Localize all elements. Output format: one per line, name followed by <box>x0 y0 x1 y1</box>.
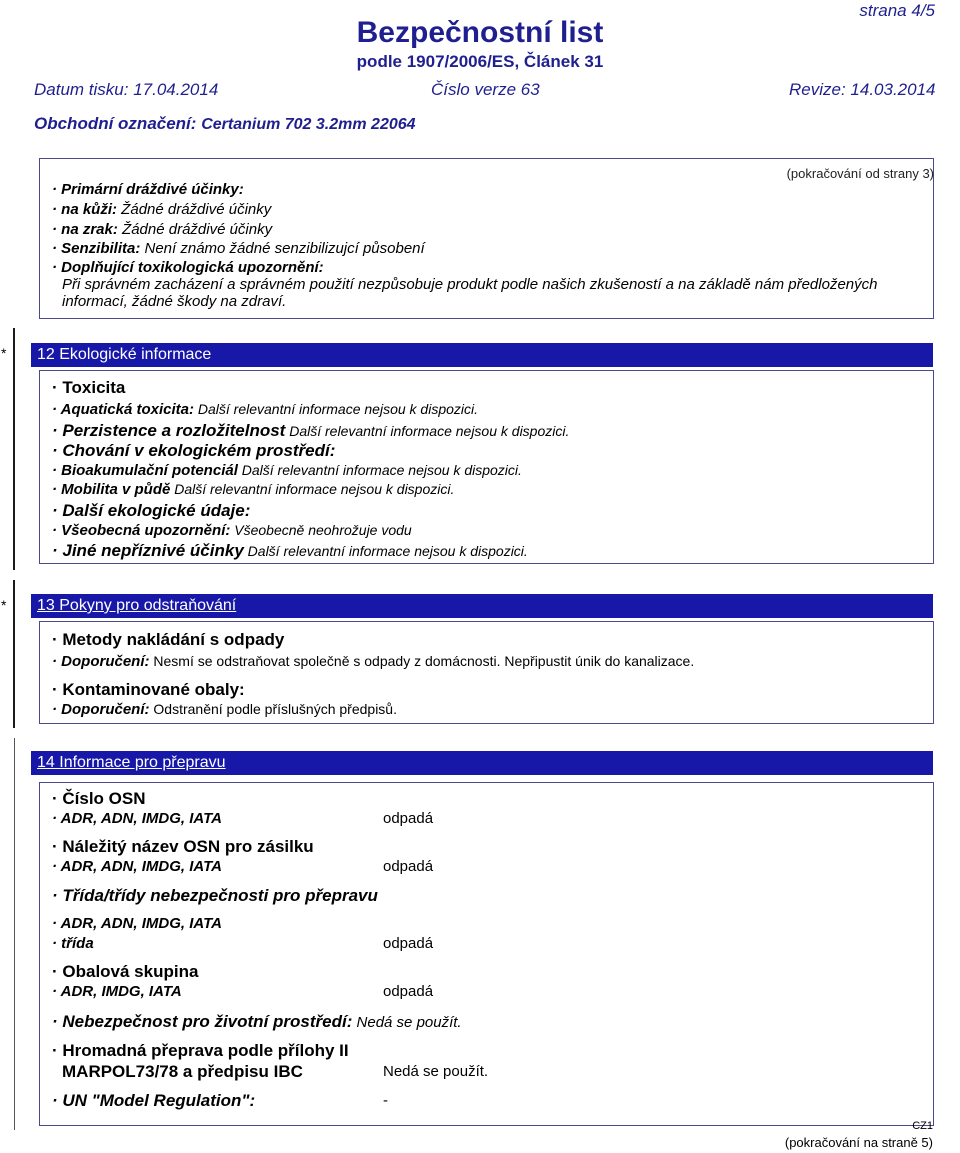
un-number-adr: · ADR, ADN, IMDG, IATA <box>52 810 222 827</box>
bioaccumulation: · Bioakumulační potenciál Další relevantní informace nejsou k dispozici. <box>52 462 522 479</box>
shipping-name-heading: · Náležitý název OSN pro zásilku <box>52 837 314 856</box>
document-subtitle: podle 1907/2006/ES, Článek 31 <box>356 52 604 71</box>
bulk-transport-value: Nedá se použít. <box>383 1063 489 1080</box>
un-model-regulation-label: · UN "Model Regulation": <box>52 1091 256 1110</box>
persistence: · Perzistence a rozložitelnost Další relevantní informace nejsou k dispozici. <box>52 421 570 440</box>
trade-name-value: Certanium 702 3.2mm 22064 <box>201 116 416 133</box>
shipping-name-value: odpadá <box>383 858 434 875</box>
contaminated-packaging-heading: · Kontaminované obaly: <box>52 680 245 699</box>
additional-tox-text-1: Při správném zacházení a správném použití nezpůsobuje produkt podle našich zkušeností a na základě nám předložených <box>62 276 878 293</box>
toxicity-heading: · Toxicita <box>52 378 126 397</box>
document-title: Bezpečnostní list <box>356 16 604 49</box>
version-number: Číslo verze 63 <box>431 80 540 99</box>
skin-effect: · na kůži: Žádné dráždivé účinky <box>52 201 272 218</box>
section-14-bar <box>14 738 15 1130</box>
further-eco-heading: · Další ekologické údaje: <box>52 501 251 520</box>
language-code: CZ1 <box>912 1120 933 1132</box>
general-notes: · Všeobecná upozornění: Všeobecně neohrožuje vodu <box>52 522 412 539</box>
packing-group-adr: · ADR, IMDG, IATA <box>52 983 182 1000</box>
continued-from: (pokračování od strany 3) <box>786 166 934 181</box>
un-number-heading: · Číslo OSN <box>52 789 146 808</box>
hazard-class-value: odpadá <box>383 935 434 952</box>
environmental-hazard: · Nebezpečnost pro životní prostředí: Nedá se použít. <box>52 1012 462 1031</box>
section-13-change-bar <box>13 580 15 728</box>
primary-irritation: · Primární dráždivé účinky: <box>52 181 244 198</box>
print-date: Datum tisku: 17.04.2014 <box>34 80 219 99</box>
eye-effect: · na zrak: Žádné dráždivé účinky <box>52 221 273 238</box>
section-14-heading: 14 Informace pro přepravu <box>31 751 933 775</box>
trade-name <box>34 114 416 134</box>
packing-group-heading: · Obalová skupina <box>52 962 199 981</box>
hazard-class-adr: · ADR, ADN, IMDG, IATA <box>52 915 222 932</box>
section-13-change-marker: * <box>1 597 7 613</box>
soil-mobility: · Mobilita v půdě Další relevantní informace nejsou k dispozici. <box>52 481 455 498</box>
additional-tox-info: · Doplňující toxikologická upozornění: <box>52 259 324 276</box>
behaviour-heading: · Chování v ekologickém prostředí: <box>52 441 336 460</box>
waste-methods-heading: · Metody nakládání s odpady <box>52 630 285 649</box>
hazard-class-heading: · Třída/třídy nebezpečnosti pro přepravu <box>52 886 378 905</box>
sensitization: · Senzibilita: Není známo žádné senzibilizujcí působení <box>52 240 425 257</box>
packaging-recommendation: · Doporučení: Odstranění podle příslušných předpisů. <box>52 701 397 718</box>
un-model-regulation-value: - <box>383 1092 388 1109</box>
continued-on: (pokračování na straně 5) <box>784 1135 933 1150</box>
section-13-heading: 13 Pokyny pro odstraňování <box>31 594 933 618</box>
section-12-change-bar <box>13 328 15 570</box>
page-number: strana 4/5 <box>859 1 935 20</box>
section-12-change-marker: * <box>1 345 7 361</box>
waste-recommendation: · Doporučení: Nesmí se odstraňovat společně s odpady z domácnosti. Nepřipustit únik do kanalizace. <box>52 653 695 670</box>
section-12-heading: 12 Ekologické informace <box>31 343 933 367</box>
bulk-transport-label-2: MARPOL73/78 a předpisu IBC <box>62 1062 303 1081</box>
additional-tox-text-2: informací, žádné škody na zdraví. <box>62 293 287 310</box>
trade-name-label: Obchodní označení: <box>34 114 197 133</box>
aquatic-toxicity: · Aquatická toxicita: Další relevantní informace nejsou k dispozici. <box>52 401 479 418</box>
revision-date: Revize: 14.03.2014 <box>789 80 936 99</box>
hazard-class-label: · třída <box>52 935 94 952</box>
packing-group-value: odpadá <box>383 983 434 1000</box>
un-number-value: odpadá <box>383 810 434 827</box>
other-adverse-effects: · Jiné nepříznivé účinky Další relevantní informace nejsou k dispozici. <box>52 541 528 560</box>
shipping-name-adr: · ADR, ADN, IMDG, IATA <box>52 858 222 875</box>
bulk-transport-label-1: · Hromadná přeprava podle přílohy II <box>52 1041 349 1060</box>
